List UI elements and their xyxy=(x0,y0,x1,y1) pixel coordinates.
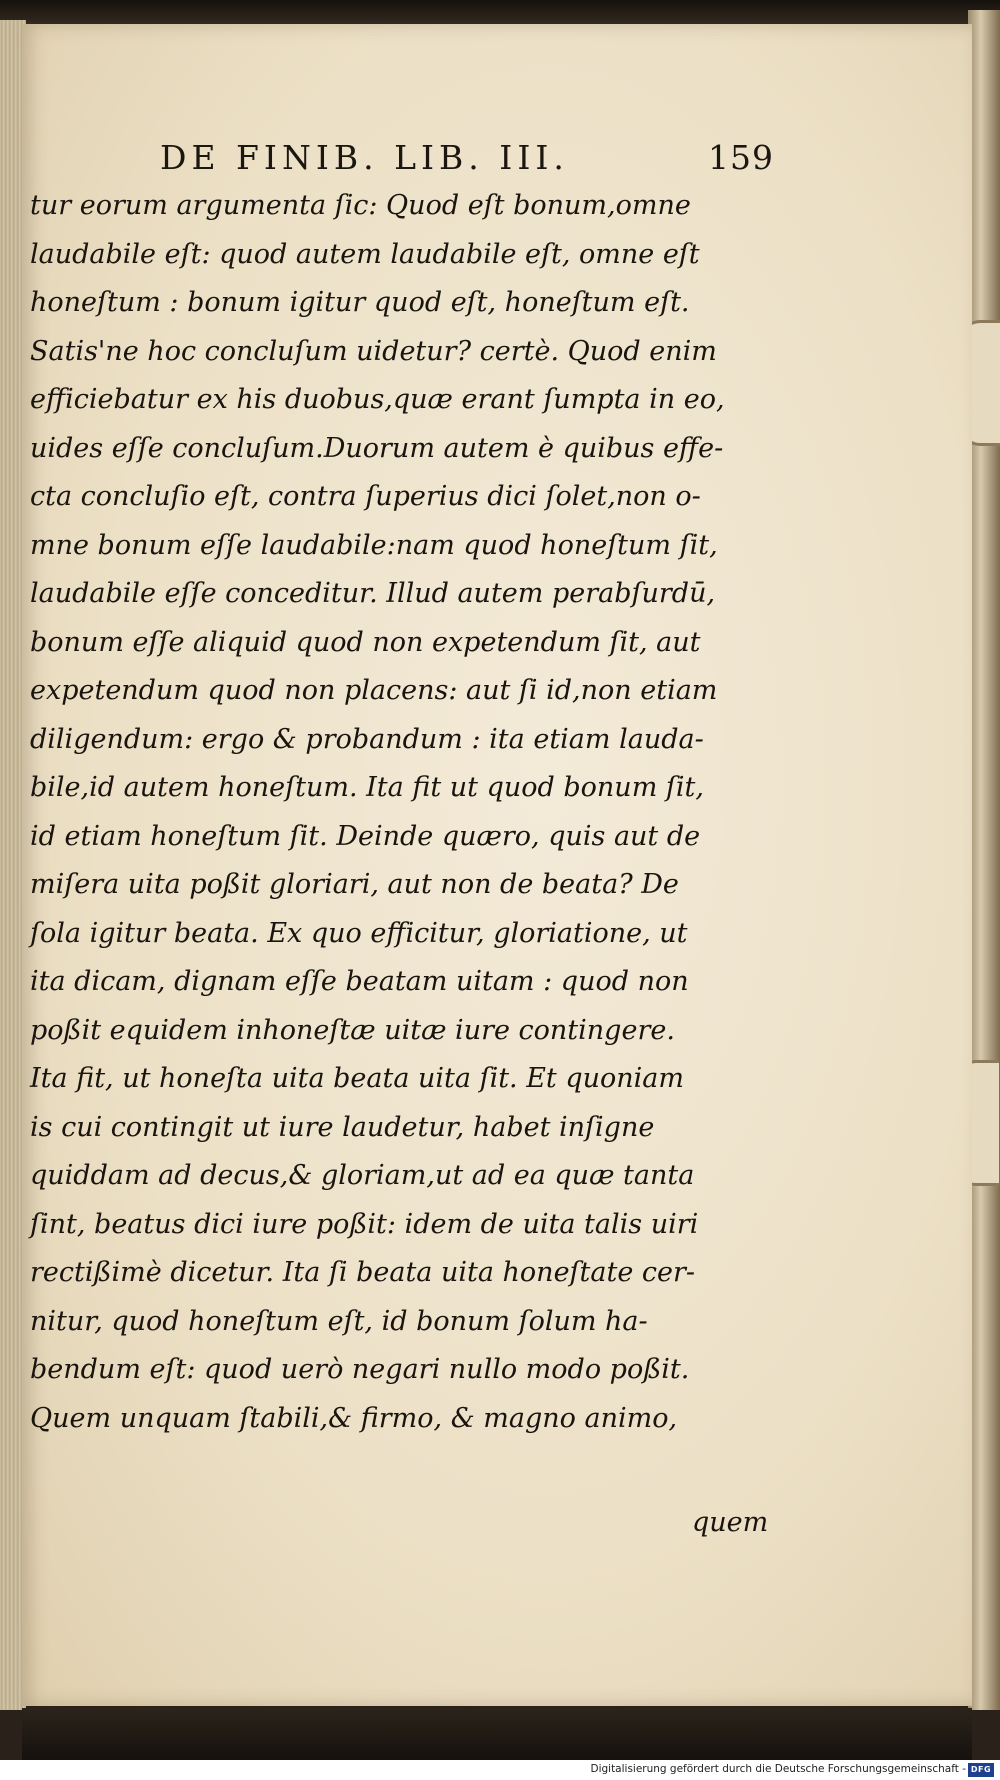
text-line: tur eorum argumenta ſic: Quod eſt bonum,omne xyxy=(30,190,691,221)
dfg-logo: DFG xyxy=(968,1763,994,1777)
text-line: laudabile eſſe conceditur. Illud autem perabſurdū, xyxy=(30,578,716,609)
text-line: efficiebatur ex his duobus,quæ erant ſumpta in eo, xyxy=(30,384,725,415)
book-cover-right xyxy=(968,10,1000,1710)
text-line: mne bonum eſſe laudabile:nam quod honeſtum ſit, xyxy=(30,529,718,561)
text-line: honeſtum : bonum igitur quod eſt, honeſtum eſt. xyxy=(30,287,690,318)
text-line: bile,id autem honeſtum. Ita fit ut quod bonum ſit, xyxy=(30,772,704,803)
page-number: 159 xyxy=(708,138,774,177)
text-line: miſera uita poßit gloriari, aut non de beata? De xyxy=(30,869,679,900)
text-line: ſint, beatus dici iure poßit: idem de uita talis uiri xyxy=(30,1208,699,1240)
text-line: Satis'ne hoc concluſum uidetur? certè. Quod enim xyxy=(30,335,717,367)
text-line: Quem unquam ſtabili,& firmo, & magno animo, xyxy=(30,1402,678,1434)
text-line: nitur, quod honeſtum eſt, id bonum ſolum ha- xyxy=(30,1305,648,1337)
text-line: id etiam honeſtum ſit. Deinde quæro, quis aut de xyxy=(30,820,701,852)
text-line: expetendum quod non placens: aut ſi id,non etiam xyxy=(30,675,718,706)
text-line: uides eſſe concluſum.Duorum autem è quibus effe- xyxy=(30,432,724,464)
book-bottom-edge xyxy=(22,1708,972,1760)
body-text xyxy=(30,182,790,1443)
text-line: ſola igitur beata. Ex quo efficitur, gloriatione, ut xyxy=(30,917,688,949)
text-line: quiddam ad decus,& gloriam,ut ad ea quæ tanta xyxy=(30,1160,695,1191)
running-head xyxy=(160,138,800,182)
text-line: bendum eſt: quod uerò negari nullo modo poßit. xyxy=(30,1354,690,1385)
text-line: poßit equidem inhoneſtæ uitæ iure contingere. xyxy=(30,1014,675,1046)
text-line: diligendum: ergo & probandum : ita etiam lauda- xyxy=(30,723,704,755)
text-line: Ita fit, ut honeſta uita beata uita ſit. Et quoniam xyxy=(30,1063,685,1094)
text-line: is cui contingit ut iure laudetur, habet inſigne xyxy=(30,1111,655,1143)
text-line: rectißimè dicetur. Ita ſi beata uita honeſtate cer- xyxy=(30,1257,696,1288)
digitization-credit: Digitalisierung gefördert durch die Deutsche Forschungsgemeinschaft - xyxy=(590,1763,966,1775)
text-line: cta concluſio eſt, contra ſuperius dici ſolet,non o- xyxy=(30,481,701,512)
text-line: bonum eſſe aliquid quod non expetendum ſit, aut xyxy=(30,626,701,658)
catchword: quem xyxy=(692,1507,769,1538)
digitization-footer xyxy=(0,1760,1000,1780)
text-line: laudabile eſt: quod autem laudabile eſt, omne eſt xyxy=(30,238,700,270)
text-line: ita dicam, dignam eſſe beatam uitam : quod non xyxy=(30,966,689,997)
running-head-title: DE FINIB. LIB. III. xyxy=(160,138,569,177)
